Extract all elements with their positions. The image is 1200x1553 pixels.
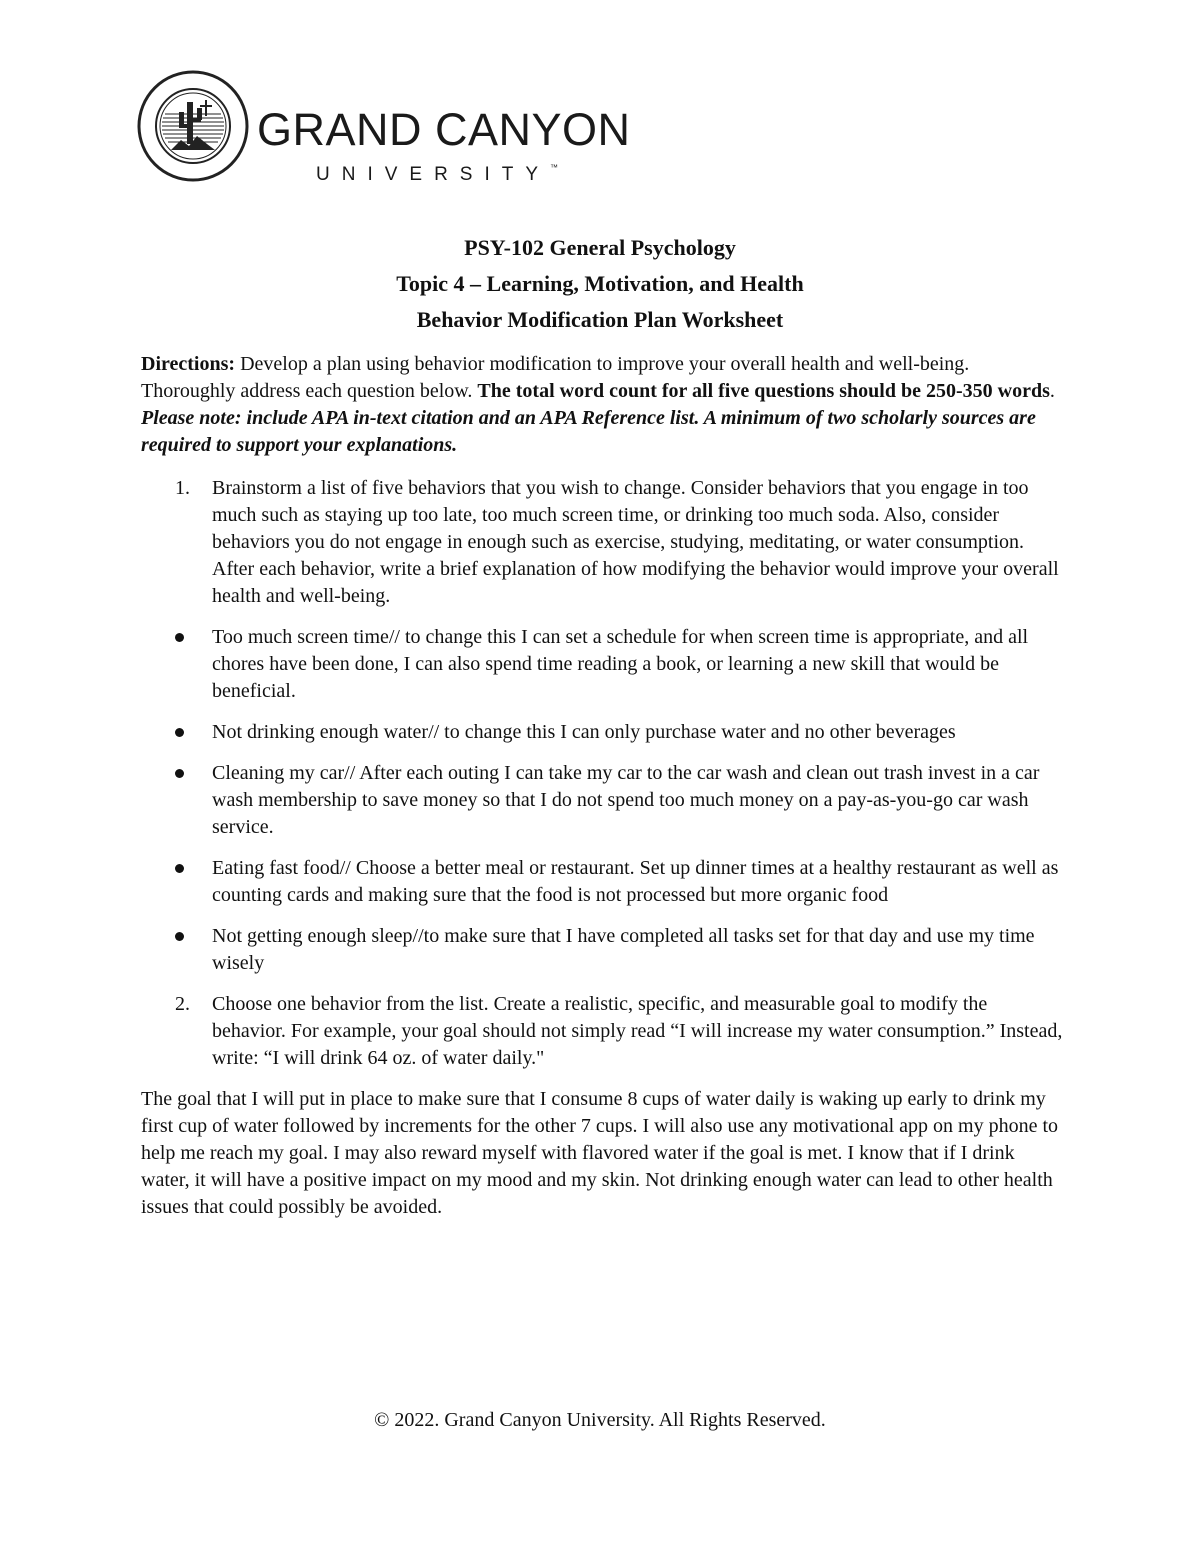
bullet-text: Not drinking enough water// to change this I can only purchase water and no other beverages bbox=[212, 721, 956, 743]
bullet-item bbox=[141, 923, 1066, 977]
apa-note: Please note: include APA in-text citation and an APA Reference list. A minimum of two scholarly sources are required to support your explanations. bbox=[141, 407, 1036, 456]
directions-paragraph bbox=[141, 351, 1066, 459]
question-text: Choose one behavior from the list. Create a realistic, specific, and measurable goal to modify the behavior. For example, your goal should not simply read “I will increase my water consumption.” Instead, write: “I will drink 64 oz. of water daily." bbox=[212, 993, 1063, 1069]
university-logo bbox=[137, 70, 631, 190]
bullet-text: Cleaning my car// After each outing I can take my car to the car wash and clean out trash invest in a car wash membership to save money so that I do not spend too much money on a pay-as-you-go car wash service. bbox=[212, 762, 1040, 838]
bullet-icon bbox=[175, 932, 184, 941]
directions-separator: . bbox=[1049, 380, 1055, 402]
logo-wordmark: GRAND CANYON bbox=[257, 104, 631, 155]
bullet-item bbox=[141, 624, 1066, 705]
topic-title: Topic 4 – Learning, Motivation, and Health bbox=[396, 271, 804, 296]
bullet-icon bbox=[175, 769, 184, 778]
question-item bbox=[141, 991, 1066, 1072]
bullet-icon bbox=[175, 728, 184, 737]
bullet-text: Eating fast food// Choose a better meal or restaurant. Set up dinner times at a healthy restaurant as well as counting cards and making sure that the food is not processed but more organic food bbox=[212, 857, 1059, 906]
directions-text: Develop a plan using behavior modification to improve your overall health and well-being. Thoroughly address each question below. bbox=[141, 353, 970, 402]
university-seal-icon bbox=[137, 70, 249, 182]
course-title: PSY-102 General Psychology bbox=[464, 235, 736, 260]
question-item bbox=[141, 475, 1066, 610]
logo-subtitle bbox=[316, 163, 558, 186]
question-text: Brainstorm a list of five behaviors that you wish to change. Consider behaviors that you engage in too much such as staying up too late, too much screen time, or drinking too much soda. Also, consider behaviors you do not engage in enough such as exercise, studying, meditating, or water consumption. After each behavior, write a brief explanation of how modifying the behavior would improve your overall health and well-being. bbox=[212, 477, 1059, 607]
bullet-text: Too much screen time// to change this I can set a schedule for when screen time is appropriate, and all chores have been done, I can also spend time reading a book, or learning a new skill that would be beneficial. bbox=[212, 626, 1029, 702]
bullet-icon bbox=[175, 864, 184, 873]
bullet-item bbox=[141, 719, 1066, 746]
worksheet-title: Behavior Modification Plan Worksheet bbox=[416, 307, 784, 332]
question-number: 1. bbox=[175, 477, 190, 499]
bullet-text: Not getting enough sleep//to make sure that I have completed all tasks set for that day and use my time wisely bbox=[212, 925, 1035, 974]
document-body bbox=[141, 351, 1066, 1221]
question-number: 2. bbox=[175, 993, 190, 1015]
trademark-mark: ™ bbox=[550, 163, 559, 172]
bullet-icon bbox=[175, 633, 184, 642]
document-titles bbox=[0, 230, 1200, 338]
answer-paragraph: The goal that I will put in place to make sure that I consume 8 cups of water daily is waking up early to drink my first cup of water followed by increments for the other 7 cups. I will also use any motivational app on my phone to help me reach my goal. I may also reward myself with flavored water if the goal is met. I know that if I drink water, it will have a positive impact on my mood and my skin. Not drinking enough water can lead to other health issues that could possibly be avoided. bbox=[141, 1088, 1059, 1218]
directions-label: Directions: bbox=[141, 353, 236, 375]
bullet-item bbox=[141, 855, 1066, 909]
word-count-requirement: The total word count for all five questions should be 250-350 words bbox=[477, 380, 1050, 402]
copyright-footer: © 2022. Grand Canyon University. All Rights Reserved. bbox=[374, 1409, 826, 1431]
logo-subtitle-text: UNIVERSITY bbox=[316, 164, 551, 185]
bullet-item bbox=[141, 760, 1066, 841]
